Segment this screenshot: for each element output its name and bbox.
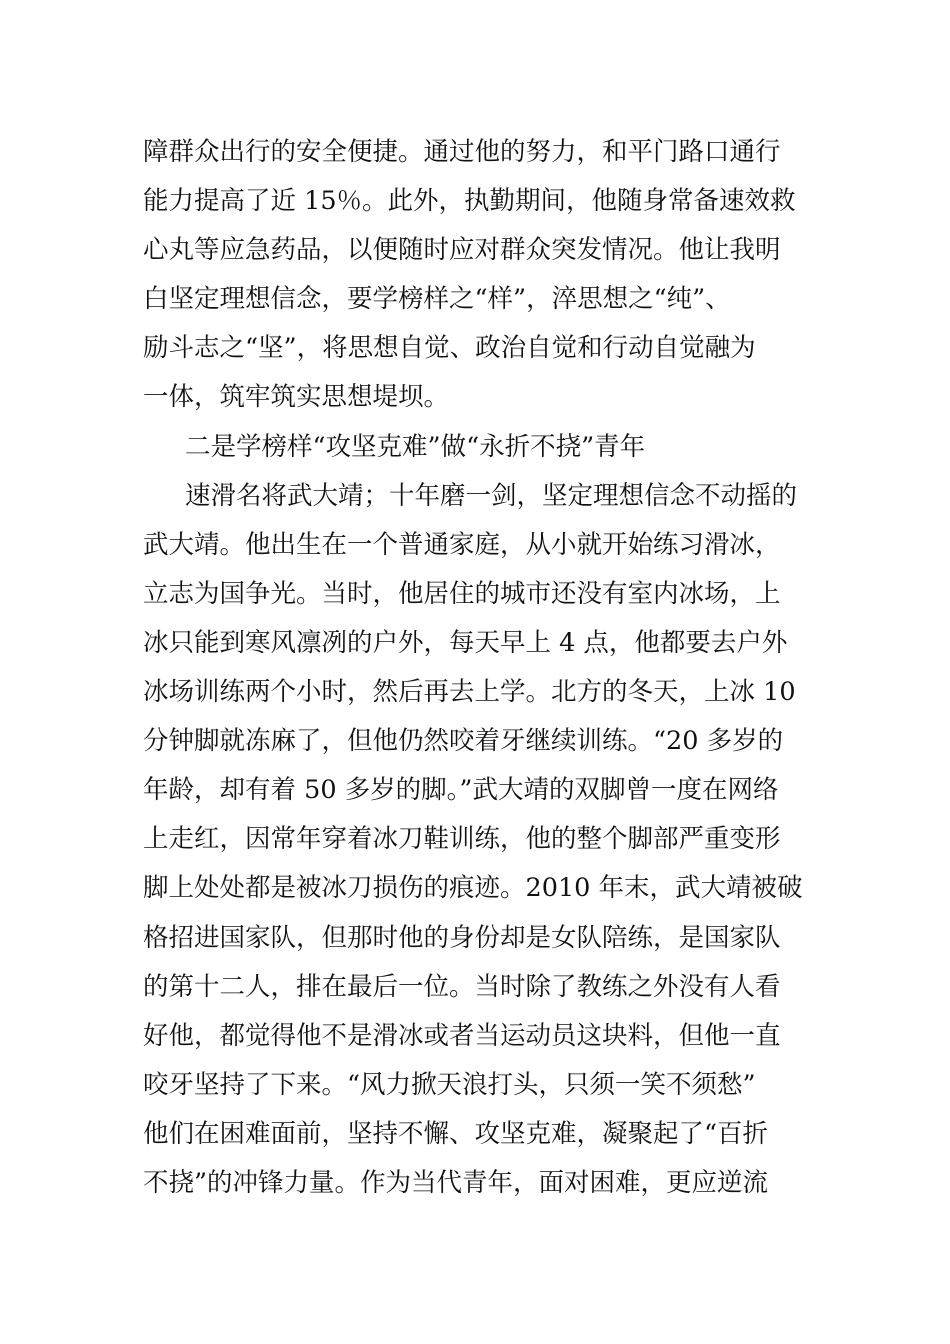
text-line-10: 立志为国争光。当时，他居住的城市还没有室内冰场，上 xyxy=(143,578,781,609)
body-text xyxy=(143,128,811,1208)
text-line-19: 好他，都觉得他不是滑冰或者当运动员这块料，但他一直 xyxy=(143,1020,781,1051)
text-line-2: 能力提高了近 15％。此外，执勤期间，他随身常备速效救 xyxy=(143,186,796,217)
text-line-20: 咬牙坚持了下来。“风力掀天浪打头，只须一笑不须愁” xyxy=(143,1069,756,1100)
text-line-13: 分钟脚就冻麻了，但他仍然咬着牙继续训练。“20 多岁的 xyxy=(143,726,784,757)
text-line-21: 他们在困难面前，坚持不懈、攻坚克难，凝聚起了“百折 xyxy=(143,1118,769,1149)
text-line-22: 不挠”的冲锋力量。作为当代青年，面对困难，更应逆流 xyxy=(143,1167,769,1198)
text-line-18: 的第十二人，排在最后一位。当时除了教练之外没有人看 xyxy=(143,971,781,1002)
text-line-1: 障群众出行的安全便捷。通过他的努力，和平门路口通行 xyxy=(143,137,781,167)
text-line-15: 上走红，因常年穿着冰刀鞋训练，他的整个脚部严重变形 xyxy=(143,824,781,855)
text-line-8: 速滑名将武大靖；十年磨一剑，坚定理想信念不动摇的 xyxy=(185,480,798,511)
text-line-3: 心丸等应急药品，以便随时应对群众突发情况。他让我明 xyxy=(143,235,781,266)
section-heading: 二是学榜样“攻坚克难”做“永折不挠”青年 xyxy=(185,431,646,462)
text-line-14: 年龄，却有着 50 多岁的脚。”武大靖的双脚曾一度在网络 xyxy=(143,775,779,806)
text-line-5: 励斗志之“坚”，将思想自觉、政治自觉和行动自觉融为 xyxy=(143,333,756,364)
text-line-12: 冰场训练两个小时，然后再去上学。北方的冬天，上冰 10 xyxy=(143,677,796,708)
text-line-16: 脚上处处都是被冰刀损伤的痕迹。2010 年末，武大靖被破 xyxy=(143,873,803,904)
text-line-17: 格招进国家队，但那时他的身份却是女队陪练，是国家队 xyxy=(143,922,781,953)
text-line-11: 冰只能到寒风凛冽的户外，每天早上 4 点，他都要去户外 xyxy=(143,627,788,658)
text-line-4: 白坚定理想信念，要学榜样之“样”，淬思想之“纯”、 xyxy=(143,284,731,315)
text-line-6: 一体，筑牢筑实思想堤坝。 xyxy=(143,382,450,413)
text-line-9: 武大靖。他出生在一个普通家庭，从小就开始练习滑冰， xyxy=(143,529,781,560)
